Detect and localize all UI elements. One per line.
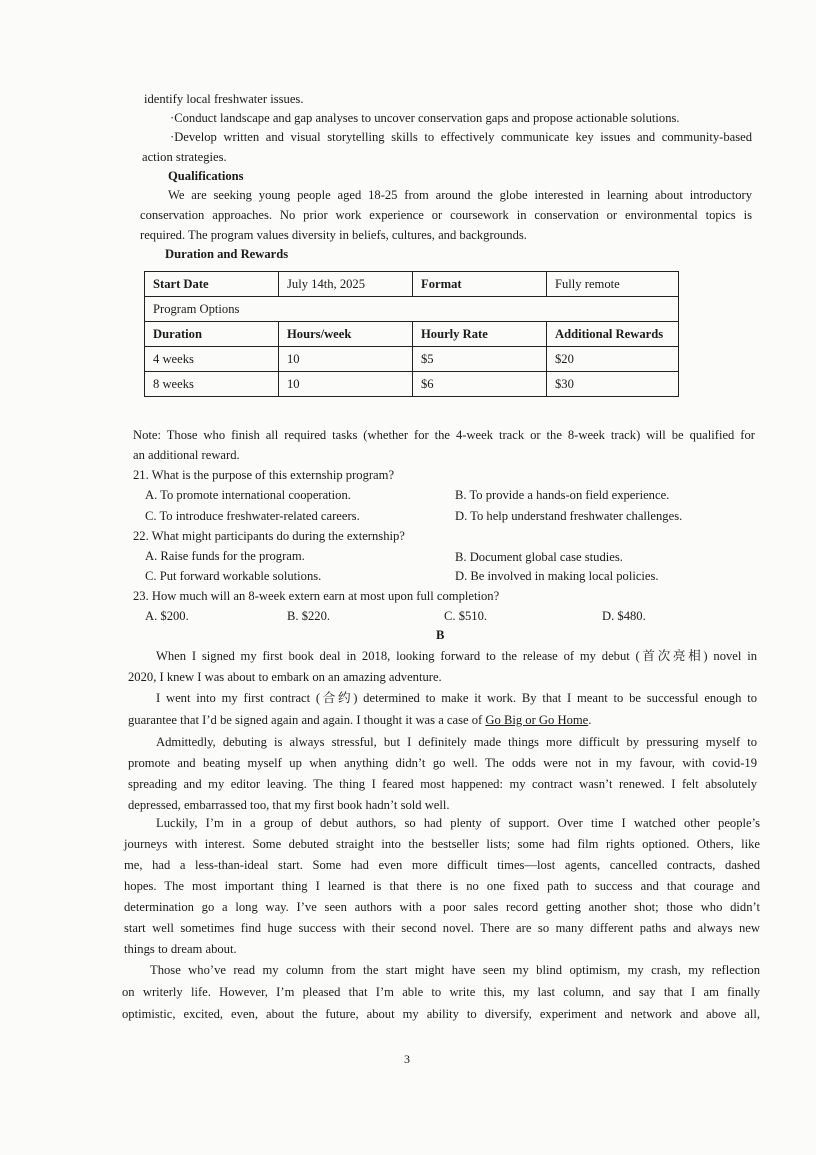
question-21: 21. What is the purpose of this externship program? [133,468,395,482]
table-header-cell: Additional Rewards [547,322,679,347]
passage-line: depressed, embarrassed too, that my first book hadn’t sold well. [128,798,450,812]
note-text: Note: Those who finish all required tasks (whether for the 4-week track or the 8-week track) will be qualified for [133,428,755,442]
question-22: 22. What might participants do during the externship? [133,529,405,543]
passage-line: optimistic, excited, even, about the future, about my ability to diversify, experiment and network and above all, [122,1007,760,1021]
option-22c: C. Put forward workable solutions. [145,569,322,583]
table-cell: Fully remote [547,272,679,297]
passage-line: start well sometimes find huge success with their second novel. There are so many different paths and always new [124,921,760,935]
option-23b: B. $220. [287,609,331,623]
option-23a: A. $200. [145,609,189,623]
qualifications-heading: Qualifications [168,169,244,183]
option-22d: D. Be involved in making local policies. [455,569,659,583]
option-22a: A. Raise funds for the program. [145,549,305,563]
option-23c: C. $510. [444,609,488,623]
table-cell: 10 [279,347,413,372]
passage-line: me, had a less-than-ideal start. Some had even more difficult times—lost agents, cancelled contracts, dashed [124,858,760,872]
table-cell: 10 [279,372,413,397]
passage-text: . [588,713,592,727]
passage-line: journeys with interest. Some debuted straight into the bestseller lists; some had film rights optioned. Others, like [124,837,760,851]
table-cell: 8 weeks [145,372,279,397]
passage-line: Those who’ve read my column from the start might have seen my blind optimism, my crash, my reflection [150,963,760,977]
option-21d: D. To help understand freshwater challenges. [455,509,683,523]
table-row [145,347,679,372]
passage-line: spreading and my editor leaving. The thing I feared most happened: my contract wasn’t renewed. I felt absolutely [128,777,757,791]
text-line: We are seeking young people aged 18-25 from around the globe interested in learning about introductory [168,188,752,202]
passage-line: on writerly life. However, I’m pleased that I’m able to write this, my last column, and say that I am finally [122,985,760,999]
bullet-item: ·Develop written and visual storytelling skills to effectively communicate key issues and community-based [170,130,752,144]
table-header-row [145,322,679,347]
passage-line: I went into my first contract (合约) determined to make it work. By that I meant to be successful enough to [156,691,757,705]
passage-line: Admittedly, debuting is always stressful, but I definitely made things more difficult by pressuring myself to [156,735,757,749]
passage-line: When I signed my first book deal in 2018, looking forward to the release of my debut (首次亮相) novel in [156,649,757,663]
table-cell: Start Date [145,272,279,297]
option-21c: C. To introduce freshwater-related careers. [145,509,360,523]
underlined-phrase: Go Big or Go Home [485,713,589,727]
text-line: action strategies. [142,150,227,164]
option-21a: A. To promote international cooperation. [145,488,351,502]
question-23: 23. How much will an 8-week extern earn at most upon full completion? [133,589,500,603]
text-line: required. The program values diversity in beliefs, cultures, and backgrounds. [140,228,527,242]
section-b-heading: B [436,628,445,642]
option-21b: B. To provide a hands-on field experience. [455,488,670,502]
passage-line: things to dream about. [124,942,237,956]
table-cell: $6 [413,372,547,397]
text-line: identify local freshwater issues. [144,92,304,106]
duration-rewards-heading: Duration and Rewards [165,247,289,261]
table-header-cell: Duration [145,322,279,347]
page-number: 3 [404,1052,410,1066]
program-table [144,271,679,397]
passage-line: 2020, I knew I was about to embark on an amazing adventure. [128,670,442,684]
table-cell: $30 [547,372,679,397]
text-line: conservation approaches. No prior work experience or coursework in conservation or environmental topics is [140,208,752,222]
note-text: an additional reward. [133,448,240,462]
table-header-cell: Hourly Rate [413,322,547,347]
table-cell: $20 [547,347,679,372]
passage-line: promote and beating myself up when anything didn’t go well. The odds were not in my favour, with covid-19 [128,756,757,770]
table-cell: Format [413,272,547,297]
table-row [145,272,679,297]
table-cell: $5 [413,347,547,372]
table-cell: Program Options [145,297,679,322]
table-header-cell: Hours/week [279,322,413,347]
option-22b: B. Document global case studies. [455,550,623,564]
table-cell: 4 weeks [145,347,279,372]
passage-text: guarantee that I’d be signed again and again. I thought it was a case of [128,713,486,727]
table-cell: July 14th, 2025 [279,272,413,297]
passage-line: Luckily, I’m in a group of debut authors, so had plenty of support. Over time I watched other people’s [156,816,760,830]
option-23d: D. $480. [602,609,646,623]
passage-line: determination go a long way. I’ve seen authors with a poor sales record getting another shot; those who didn’t [124,900,760,914]
passage-line [128,712,591,728]
table-row [145,297,679,322]
passage-line: hopes. The most important thing I learned is that there is no one fixed path to success and that courage and [124,879,760,893]
bullet-item: ·Conduct landscape and gap analyses to uncover conservation gaps and propose actionable solutions. [170,111,680,125]
table-row [145,372,679,397]
